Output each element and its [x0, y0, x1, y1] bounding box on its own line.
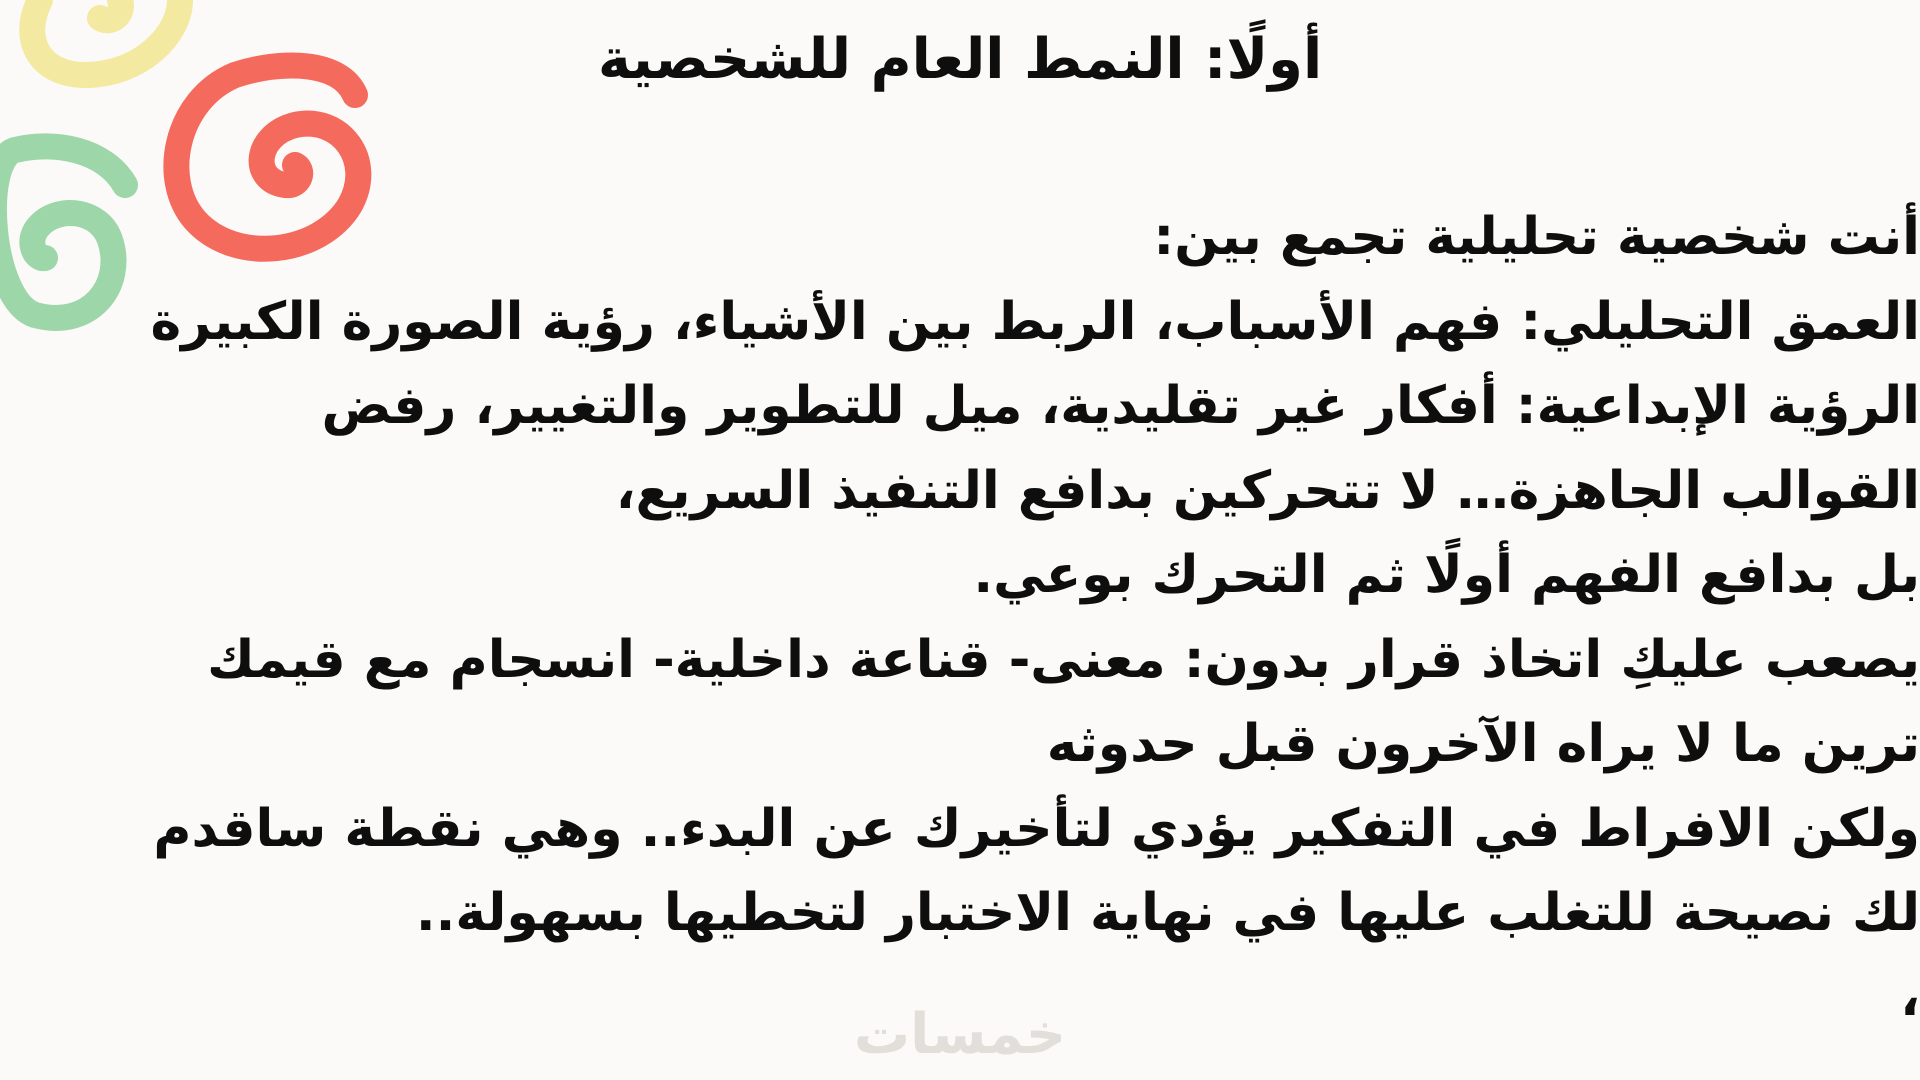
- body-line-2: العمق التحليلي: فهم الأسباب، الربط بين الأشياء، رؤية الصورة الكبيرة: [150, 291, 1920, 352]
- body-line-1: أنت شخصية تحليلية تجمع بين:: [1153, 207, 1920, 267]
- page-title: أولًا: النمط العام للشخصية: [597, 27, 1323, 92]
- body-line-5: بل بدافع الفهم أولًا ثم التحرك بوعي.: [973, 545, 1920, 605]
- body-line-8: ولكن الافراط في التفكير يؤدي لتأخيرك عن البدء.. وهي نقطة ساقدم: [153, 798, 1920, 859]
- body-line-9: لك نصيحة للتغلب عليها في نهاية الاختبار لتخطيها بسهولة..: [415, 883, 1920, 943]
- body-line-10: ،: [1900, 967, 1920, 1028]
- body-text: [20, 195, 1920, 1040]
- body-line-6: يصعب عليكِ اتخاذ قرار بدون: معنى- قناعة داخلية- انسجام مع قيمك: [207, 629, 1920, 690]
- body-line-3: الرؤية الإبداعية: أفكار غير تقليدية، ميل للتطوير والتغيير، رفض: [321, 376, 1920, 436]
- watermark-logo: خمسات: [853, 1002, 1067, 1067]
- body-line-4: القوالب الجاهزة… لا تتحركين بدافع التنفيذ السريع،: [615, 460, 1920, 521]
- body-line-7: ترين ما لا يراه الآخرون قبل حدوثه: [1046, 714, 1920, 774]
